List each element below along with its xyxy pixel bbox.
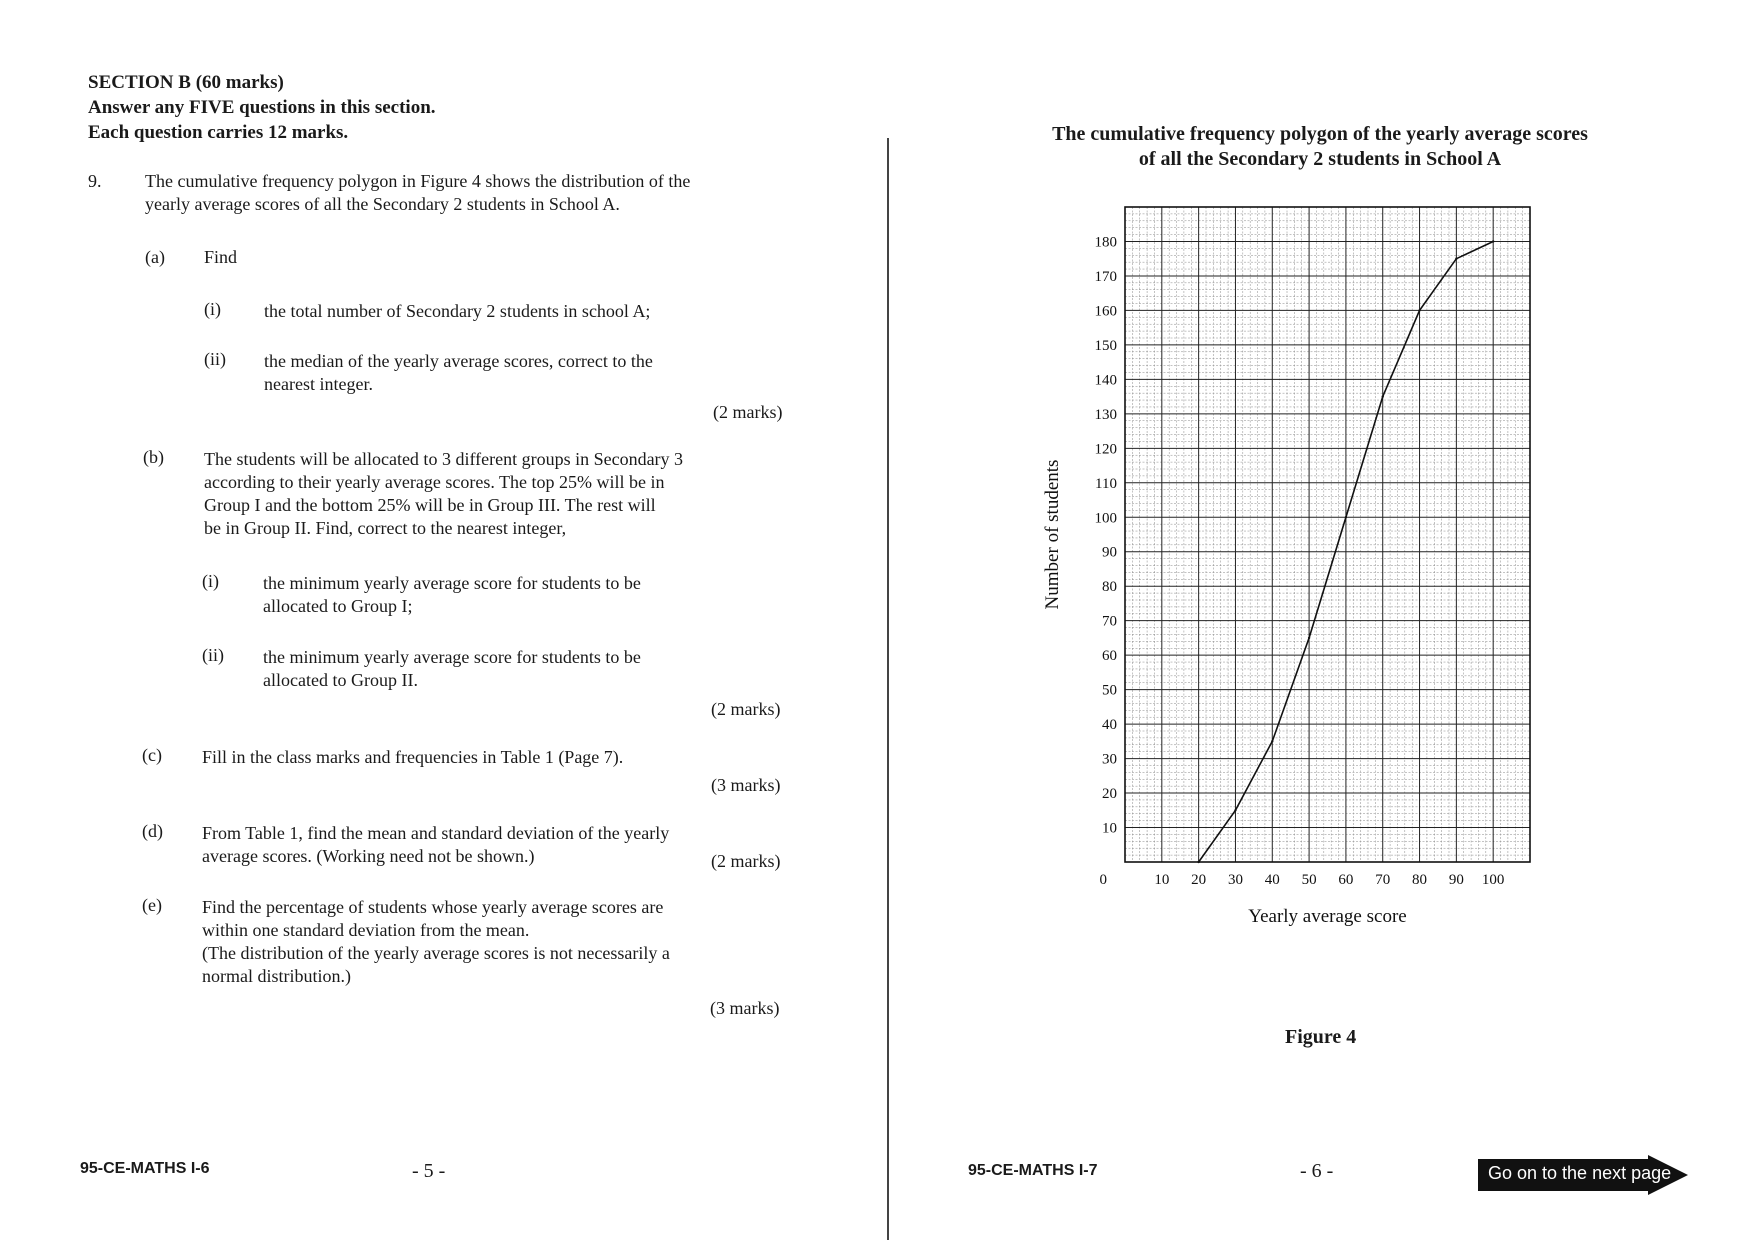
part-d-text — [202, 822, 669, 868]
part-c-label: (c) — [142, 745, 162, 765]
section-instruction: Answer any FIVE questions in this section. — [88, 97, 436, 118]
y-tick-label: 10 — [1102, 820, 1117, 837]
data-point — [1345, 516, 1347, 518]
part-e-line: Find the percentage of students whose yearly average scores are — [202, 897, 664, 917]
part-d-label: (d) — [142, 821, 163, 841]
y-tick-label: 180 — [1094, 234, 1117, 251]
section-title: SECTION B (60 marks) — [88, 72, 284, 93]
data-point — [1308, 637, 1310, 639]
y-tick-label: 120 — [1094, 441, 1117, 458]
next-page-label: Go on to the next page — [1488, 1163, 1672, 1183]
chart-grid-major — [1125, 207, 1530, 862]
chart-title-line: of all the Secondary 2 students in School A — [1138, 148, 1502, 170]
part-d-line: From Table 1, find the mean and standard deviation of the yearly — [202, 823, 670, 843]
part-b-i-text — [263, 572, 641, 618]
part-a-ii-text — [264, 350, 653, 396]
part-c-text: Fill in the class marks and frequencies in Table 1 (Page 7). — [202, 747, 624, 767]
part-d-line: average scores. (Working need not be shown.) — [202, 846, 535, 866]
part-b-i-line: the minimum yearly average score for students to be — [263, 573, 641, 593]
y-tick-label: 20 — [1102, 786, 1117, 803]
data-point — [1197, 861, 1199, 863]
part-a-ii-label: (ii) — [204, 349, 226, 369]
part-e-line: (The distribution of the yearly average scores is not necessarily a — [202, 943, 670, 963]
footer-exam-code: 95-CE-MATHS I-6 — [80, 1160, 210, 1177]
part-b-line: be in Group II. Find, correct to the nearest integer, — [204, 518, 567, 538]
x-tick-label: 90 — [1448, 872, 1464, 888]
part-b-ii-line: allocated to Group II. — [263, 670, 418, 690]
y-tick-label: 70 — [1102, 613, 1117, 630]
part-d-marks: (2 marks) — [711, 851, 781, 871]
part-a-ii-line: the median of the yearly average scores, correct to the — [264, 351, 653, 371]
part-a-marks: (2 marks) — [713, 402, 783, 422]
part-b-i-label: (i) — [202, 571, 219, 591]
part-a-label: (a) — [145, 247, 165, 267]
footer-exam-code-right: 95-CE-MATHS I-7 — [968, 1162, 1098, 1179]
part-b-ii-line: the minimum yearly average score for students to be — [263, 647, 641, 667]
part-e-text — [202, 896, 670, 988]
x-axis-label: Yearly average score — [1248, 906, 1407, 927]
part-b-i-line: allocated to Group I; — [263, 596, 413, 616]
part-b-line: Group I and the bottom 25% will be in Group III. The rest will — [204, 495, 656, 515]
part-b-text — [204, 448, 683, 540]
footer-page-number-right: - 6 - — [1300, 1160, 1334, 1182]
x-axis-ticks — [1154, 872, 1504, 888]
y-tick-label: 140 — [1094, 372, 1117, 389]
data-point — [1234, 809, 1236, 811]
y-tick-label: 110 — [1095, 475, 1117, 492]
x-tick-label: 60 — [1338, 872, 1354, 888]
x-tick-label: 40 — [1264, 872, 1280, 888]
y-axis-label: Number of students — [1042, 459, 1063, 610]
question-number: 9. — [88, 171, 102, 191]
part-b-marks: (2 marks) — [711, 699, 781, 719]
y-tick-label: 0 — [1099, 872, 1107, 888]
x-tick-label: 30 — [1227, 872, 1243, 888]
question-stem — [145, 170, 690, 216]
page-divider — [887, 138, 889, 1240]
x-tick-label: 80 — [1412, 872, 1428, 888]
part-b-line: according to their yearly average scores. The top 25% will be in — [204, 472, 665, 492]
y-tick-label: 150 — [1094, 337, 1117, 354]
y-tick-label: 40 — [1102, 717, 1117, 734]
y-tick-label: 130 — [1094, 406, 1117, 423]
x-tick-label: 100 — [1481, 872, 1505, 888]
part-e-line: normal distribution.) — [202, 966, 351, 986]
y-tick-label: 90 — [1102, 544, 1117, 561]
part-a-i-text: the total number of Secondary 2 students in school A; — [264, 301, 651, 321]
x-tick-label: 10 — [1154, 872, 1170, 888]
part-b-ii-label: (ii) — [202, 645, 224, 665]
part-e-marks: (3 marks) — [710, 998, 780, 1018]
data-point — [1271, 740, 1273, 742]
section-marks-note: Each question carries 12 marks. — [88, 122, 349, 143]
part-b-ii-text — [263, 646, 641, 692]
x-tick-label: 70 — [1375, 872, 1391, 888]
section-header — [88, 70, 436, 145]
question-stem-line: The cumulative frequency polygon in Figure 4 shows the distribution of the — [145, 171, 691, 191]
y-tick-label: 160 — [1094, 303, 1117, 320]
part-e-label: (e) — [142, 895, 162, 915]
figure-label: Figure 4 — [1285, 1026, 1357, 1048]
part-b-label: (b) — [143, 447, 164, 467]
plot-border — [1125, 207, 1530, 862]
part-b-line: The students will be allocated to 3 different groups in Secondary 3 — [204, 449, 684, 469]
y-tick-label: 80 — [1102, 579, 1117, 596]
part-c-marks: (3 marks) — [711, 775, 781, 795]
chart-title-line: The cumulative frequency polygon of the yearly average scores — [1052, 123, 1588, 145]
x-tick-label: 50 — [1301, 872, 1317, 888]
x-tick-label: 20 — [1191, 872, 1207, 888]
next-page-button[interactable] — [1478, 1155, 1688, 1195]
part-a-text: Find — [204, 247, 238, 267]
chart-title — [1020, 122, 1620, 172]
y-tick-label: 60 — [1102, 648, 1117, 665]
part-a-i-label: (i) — [204, 299, 221, 319]
data-point — [1492, 240, 1494, 242]
part-a-ii-line: nearest integer. — [264, 374, 373, 394]
y-tick-label: 100 — [1094, 510, 1117, 527]
cumulative-frequency-chart — [1030, 195, 1590, 1025]
data-point — [1418, 309, 1420, 311]
data-point — [1455, 258, 1457, 260]
y-axis-ticks — [1095, 234, 1118, 888]
y-tick-label: 50 — [1102, 682, 1117, 699]
data-point — [1382, 395, 1384, 397]
chart-grid-minor — [1125, 207, 1530, 862]
footer-page-number: - 5 - — [412, 1160, 446, 1182]
question-stem-line: yearly average scores of all the Secondary 2 students in School A. — [145, 194, 620, 214]
y-tick-label: 30 — [1102, 751, 1117, 768]
part-e-line: within one standard deviation from the mean. — [202, 920, 530, 940]
y-tick-label: 170 — [1094, 268, 1117, 285]
